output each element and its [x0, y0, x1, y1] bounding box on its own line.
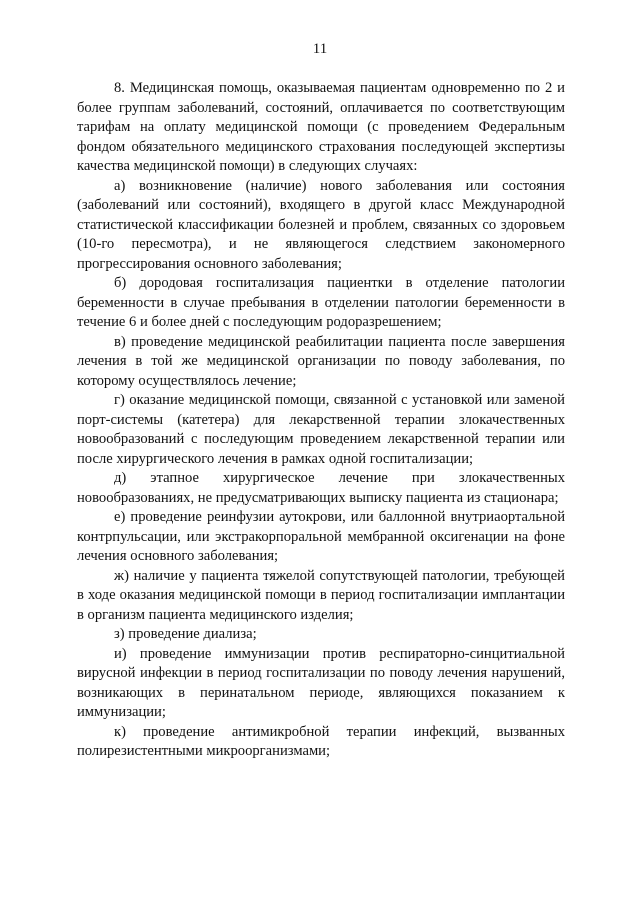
list-item-k: к) проведение антимикробной терапии инфекций, вызванных полирезистентными микроорганизмами; — [77, 723, 565, 759]
paragraph-8: 8. Медицинская помощь, оказываемая пациентам одновременно по 2 и более группам заболеваний, состояний, оплачивается по соответствующим тарифам на оплату медицинской помощи (с проведением Федеральным фондом обязательного медицинского страхования последующей экспертизы качества медицинской помощи) в следующих случаях: — [77, 80, 565, 174]
list-item-i: и) проведение иммунизации против респираторно-синцитиальной вирусной инфекции в период госпитализации по поводу лечения нарушений, возникающих в перинатальном периоде, являющихся показанием к иммунизации; — [77, 645, 565, 720]
list-item-z: з) проведение диализа; — [114, 626, 257, 642]
page-number: 11 — [312, 41, 328, 57]
list-item-e: е) проведение реинфузии аутокрови, или баллонной внутриаортальной контрпульсации, или экстракорпоральной мембранной оксигенации на фоне лечения основного заболевания; — [77, 509, 565, 564]
document-body — [77, 79, 565, 762]
list-item-zh: ж) наличие у пациента тяжелой сопутствующей патологии, требующей в ходе оказания медицинской помощи в период госпитализации имплантации в организм пациента медицинского изделия; — [77, 567, 565, 623]
list-item-v: в) проведение медицинской реабилитации пациента после завершения лечения в той же медицинской организации по поводу заболевания, по которому осуществлялось лечение; — [77, 333, 565, 389]
list-item-b: б) дородовая госпитализация пациентки в отделение патологии беременности в случае пребывания в отделении патологии беременности в течение 6 и более дней с последующим родоразрешением; — [77, 275, 565, 330]
list-item-d: д) этапное хирургическое лечение при злокачественных новообразованиях, не предусматривающих выписку пациента из стационара; — [77, 470, 565, 506]
list-item-a: а) возникновение (наличие) нового заболевания или состояния (заболеваний или состояний), входящего в другой класс Международной статистической классификации болезней и проблем, связанных со здоровьем (10-го пересмотра), и не являющегося следствием закономерного прогрессирования основного заболевания; — [77, 177, 565, 272]
list-item-g: г) оказание медицинской помощи, связанной с установкой или заменой порт-системы (катетера) для лекарственной терапии злокачественных новообразований с последующим проведением лекарственной терапии или после хирургического лечения в рамках одной госпитализации; — [77, 392, 565, 467]
